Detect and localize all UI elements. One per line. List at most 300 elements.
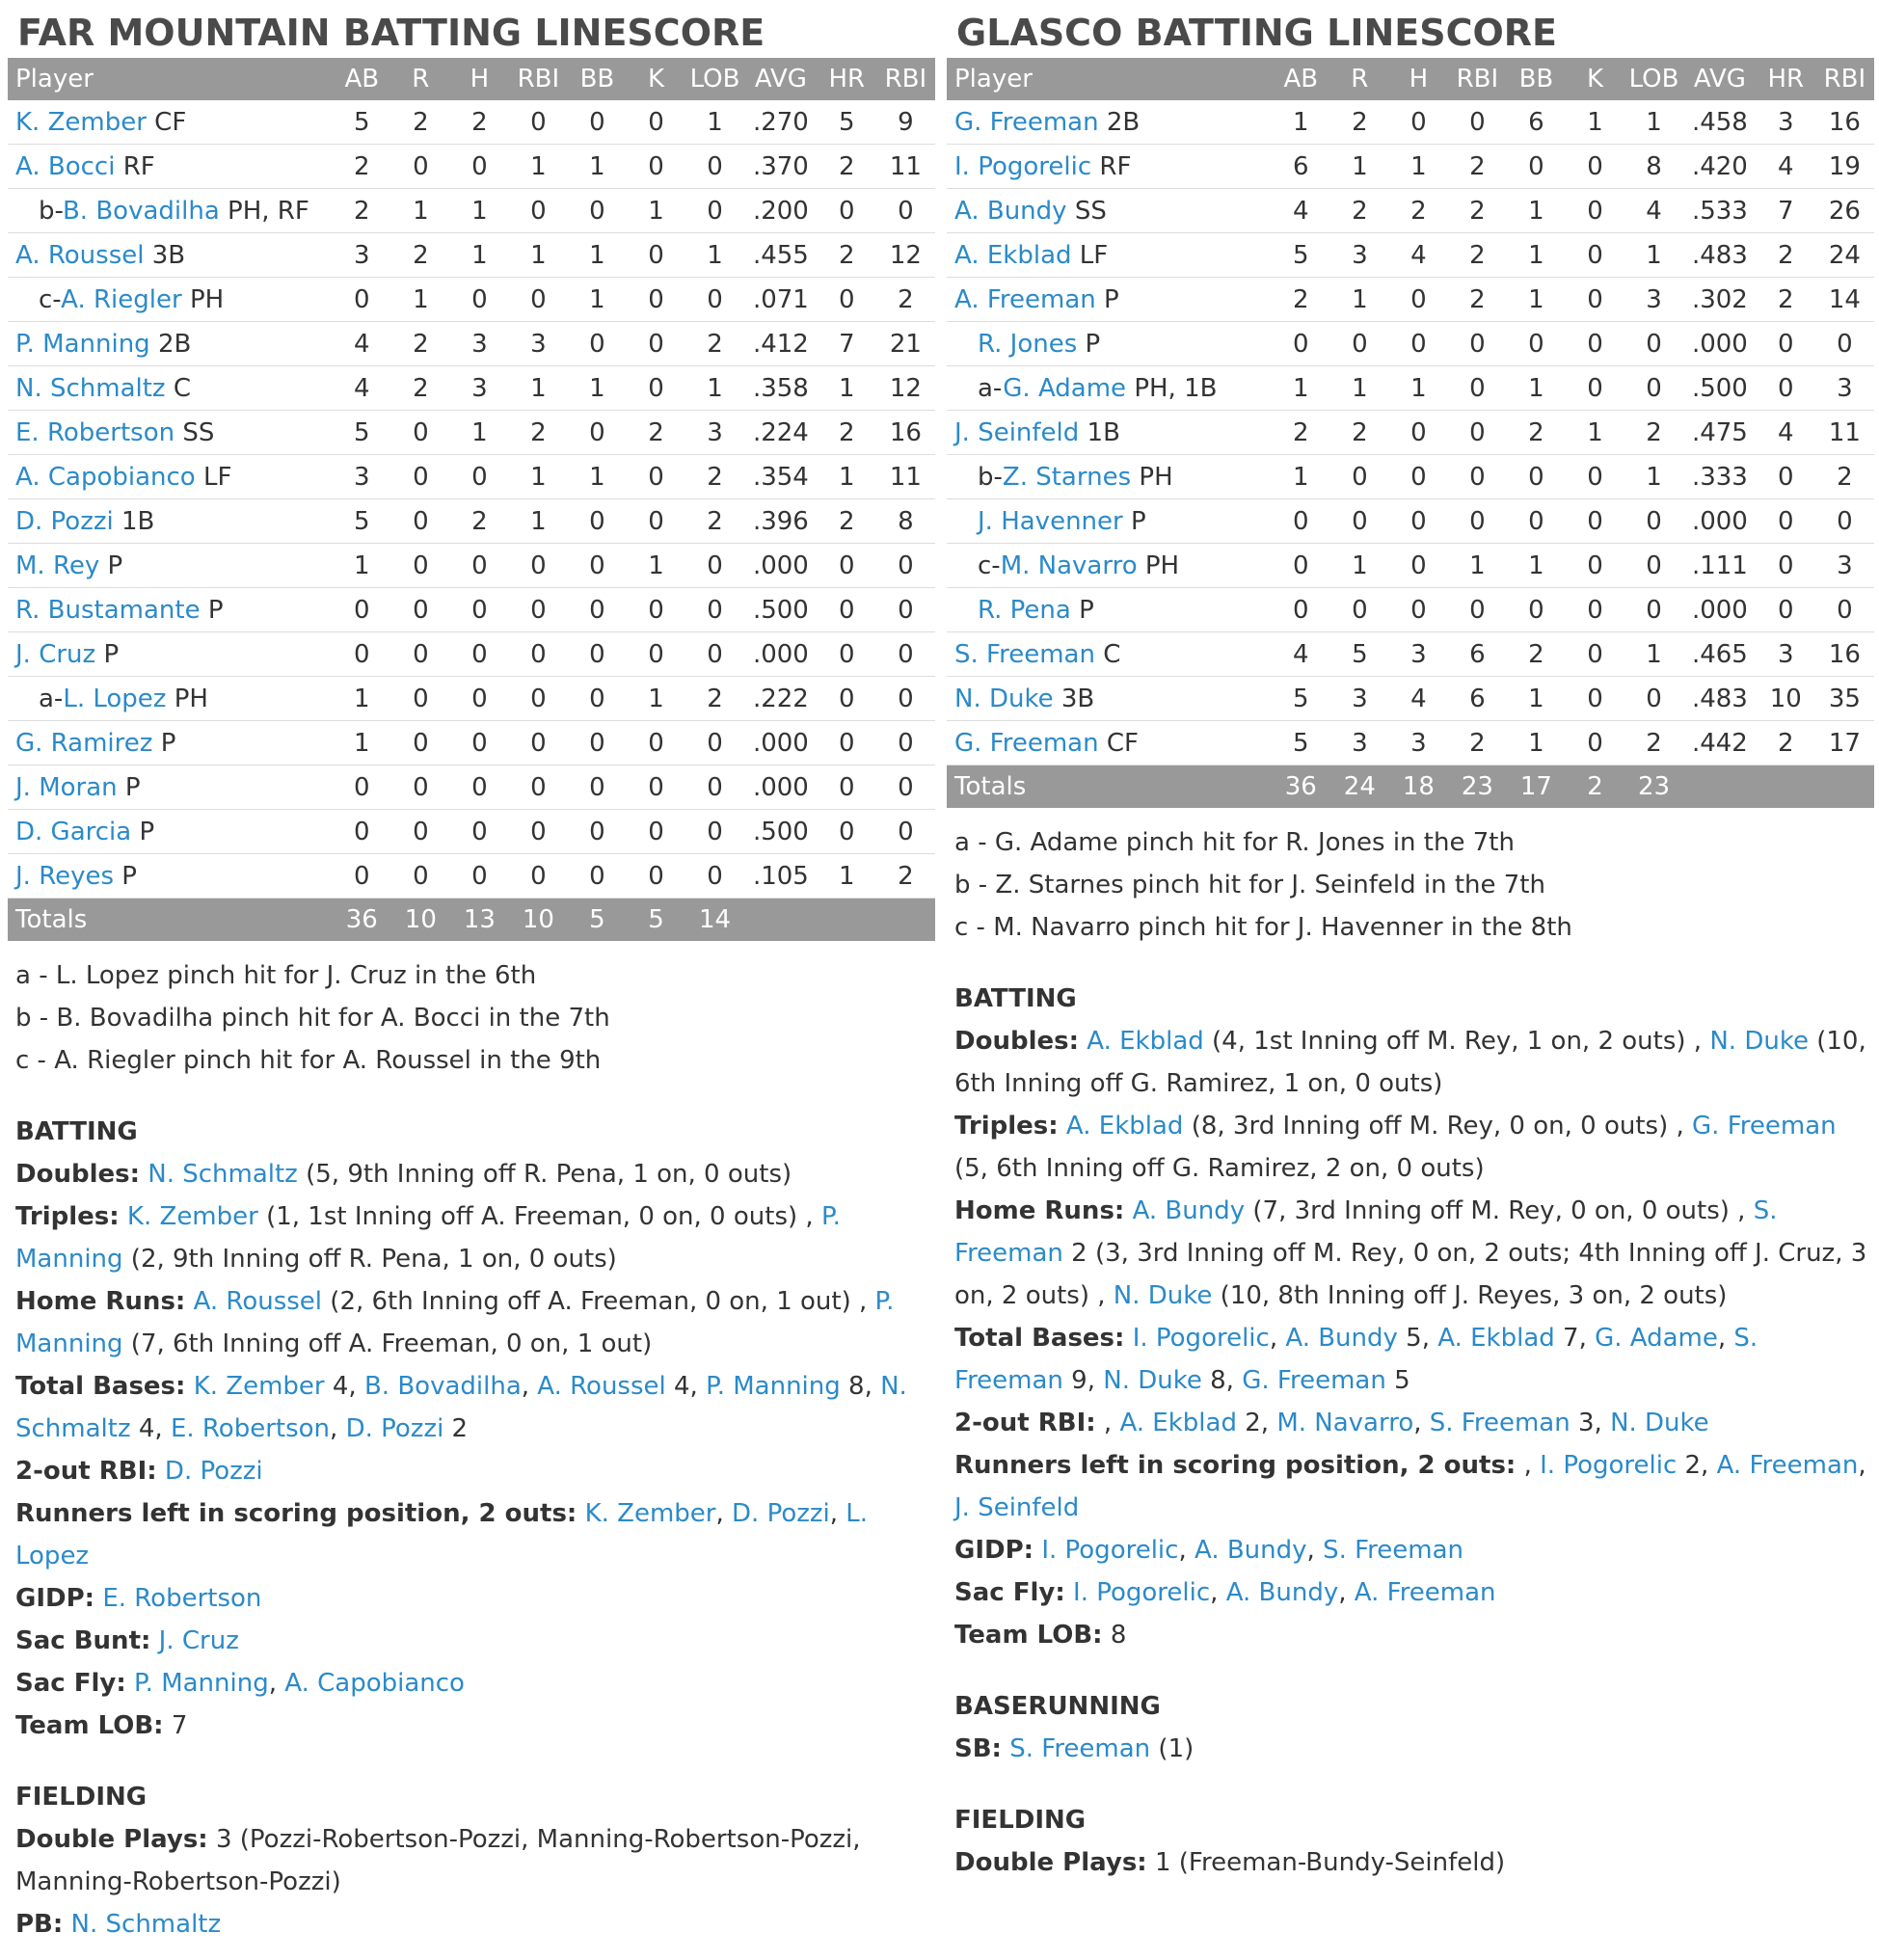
stat-h: 3 [471, 329, 488, 359]
stat-lob: 3 [707, 417, 723, 447]
player-link[interactable]: D. Garcia [15, 817, 132, 846]
stat-avg: .483 [1691, 240, 1748, 270]
player-cell [8, 411, 333, 455]
player-link[interactable]: R. Jones [978, 329, 1078, 359]
stat-rbi: 26 [1828, 196, 1861, 226]
stat-rbi: 0 [898, 595, 914, 625]
player-link[interactable]: J. Reyes [15, 861, 115, 891]
player-link[interactable]: P. Manning [15, 1287, 895, 1358]
stat-k: 0 [1587, 373, 1603, 403]
stat-lob: 0 [1646, 506, 1662, 536]
column-header-bb: BB [579, 65, 615, 94]
player-link[interactable]: K. Zember [15, 107, 147, 137]
sub-prefix: c- [978, 550, 1001, 580]
player-cell [947, 366, 1272, 411]
player-link[interactable]: A. Freeman [1354, 1578, 1496, 1607]
player-link[interactable]: L. Lopez [15, 1499, 869, 1571]
player-cell [947, 544, 1272, 588]
stat-r: 0 [1352, 595, 1368, 625]
player-link[interactable]: A. Ekblad [1437, 1324, 1555, 1353]
player-link[interactable]: N. Schmaltz [148, 1160, 298, 1189]
stat-avg: .000 [752, 728, 809, 758]
player-link[interactable]: N. Schmaltz [15, 1372, 907, 1443]
stat-rbi: 0 [530, 196, 547, 226]
player-link[interactable]: N. Duke [1103, 1366, 1202, 1395]
table-row [947, 632, 1874, 677]
player-cell [8, 677, 333, 721]
player-link[interactable]: M. Navarro [1276, 1409, 1414, 1437]
stat-h: 1 [471, 240, 488, 270]
stat-lob: 0 [1646, 329, 1662, 359]
stat-hr: 2 [839, 240, 855, 270]
player-link[interactable]: A. Capobianco [15, 462, 196, 492]
table-row [8, 233, 935, 278]
player-link[interactable]: G. Freeman [954, 728, 1099, 758]
player-link[interactable]: E. Robertson [170, 1414, 331, 1443]
stat-lob: 2 [707, 329, 723, 359]
stat-text: 4, [130, 1414, 171, 1443]
stat-r: 3 [1352, 240, 1368, 270]
table-row [8, 278, 935, 322]
player-link[interactable]: I. Pogorelic [1132, 1324, 1270, 1353]
stat-text [1059, 1112, 1066, 1141]
total-hr [818, 899, 876, 942]
stat-text: 7, [1554, 1324, 1596, 1353]
player-cell [947, 189, 1272, 233]
stat-line [15, 1903, 935, 1946]
stat-text: , [715, 1499, 733, 1528]
player-link[interactable]: G. Freeman [1692, 1112, 1837, 1141]
stat-text [1002, 1734, 1009, 1763]
stat-hr: 0 [839, 595, 855, 625]
stat-rbi: 0 [530, 284, 547, 314]
column-header-h: H [1409, 65, 1429, 94]
player-link[interactable]: N. Duke [1113, 1281, 1213, 1310]
table-row [947, 189, 1874, 233]
player-link[interactable]: S. Freeman [954, 639, 1095, 669]
stat-r: 0 [413, 506, 429, 536]
player-link[interactable]: P. Manning [134, 1669, 269, 1698]
player-cell [8, 632, 333, 677]
player-link[interactable]: B. Bovadilha [363, 1372, 522, 1401]
total-k: 2 [1587, 772, 1603, 801]
table-row [8, 632, 935, 677]
column-header-r: R [1351, 65, 1369, 94]
player-link[interactable]: S. Freeman [1009, 1734, 1151, 1763]
stat-h: 1 [1410, 373, 1427, 403]
stat-ab: 5 [1293, 728, 1309, 758]
stat-avg: .111 [1691, 550, 1748, 580]
totals-label: Totals [15, 905, 88, 934]
player-link[interactable]: I. Pogorelic [954, 151, 1092, 181]
player-link[interactable]: M. Rey [15, 550, 100, 580]
player-position: P [124, 772, 141, 802]
player-link[interactable]: J. Cruz [15, 639, 96, 669]
player-link[interactable]: B. Bovadilha [62, 196, 220, 226]
player-position: PH [1139, 462, 1173, 492]
stat-label: Total Bases: [15, 1372, 186, 1401]
stat-rbi: 3 [1837, 550, 1853, 580]
player-link[interactable]: A. Bundy [1132, 1196, 1246, 1225]
stat-avg: .420 [1691, 151, 1748, 181]
player-cell [947, 588, 1272, 632]
header-row [8, 58, 935, 100]
player-link[interactable]: Z. Starnes [1002, 462, 1132, 492]
stat-text: (7, 3rd Inning off M. Rey, 0 on, 0 outs) , [1245, 1196, 1754, 1225]
section-baserunning [947, 1685, 1874, 1770]
table-row [8, 544, 935, 588]
player-link[interactable]: G. Adame [1595, 1324, 1718, 1353]
player-cell [947, 145, 1272, 189]
total-avg [744, 899, 818, 942]
player-link[interactable]: G. Freeman [954, 107, 1099, 137]
stat-h: 2 [1410, 196, 1427, 226]
table-row [947, 455, 1874, 499]
stat-rbi: 11 [1828, 417, 1861, 447]
player-link[interactable]: I. Pogorelic [1073, 1578, 1211, 1607]
player-link[interactable]: J. Havenner [978, 506, 1123, 536]
table-row [8, 499, 935, 544]
stat-ab: 2 [354, 151, 370, 181]
stat-rbi: 21 [889, 329, 922, 359]
stat-line [15, 1365, 935, 1450]
stat-avg: .370 [752, 151, 809, 181]
stat-bb: 0 [1528, 462, 1544, 492]
player-link[interactable]: P. Manning [15, 1202, 841, 1274]
player-position: PH, 1B [1134, 373, 1218, 403]
stat-k: 0 [1587, 728, 1603, 758]
stat-text: , [1516, 1451, 1541, 1480]
stat-k: 0 [648, 284, 664, 314]
player-position: C [1103, 639, 1121, 669]
player-link[interactable]: N. Schmaltz [70, 1910, 222, 1939]
player-link[interactable]: A. Bundy [1225, 1578, 1339, 1607]
player-cell [947, 100, 1272, 145]
stat-text: (5, 6th Inning off G. Ramirez, 2 on, 0 outs) [954, 1154, 1485, 1183]
stat-avg: .224 [752, 417, 809, 447]
stat-hr: 0 [839, 684, 855, 713]
player-cell [947, 233, 1272, 278]
stat-h: 1 [471, 417, 488, 447]
table-row [947, 145, 1874, 189]
section-title: BATTING [15, 1117, 138, 1146]
stat-r: 0 [1352, 462, 1368, 492]
stat-h: 0 [471, 550, 488, 580]
stat-label: Runners left in scoring position, 2 outs: [954, 1451, 1517, 1480]
stat-ab: 5 [354, 417, 370, 447]
stat-h: 0 [1410, 417, 1427, 447]
stat-h: 0 [471, 595, 488, 625]
stat-line [954, 1317, 1874, 1402]
stat-label: Double Plays: [15, 1825, 208, 1854]
stat-line [954, 1529, 1874, 1571]
player-link[interactable]: E. Robertson [102, 1584, 262, 1613]
stat-bb: 0 [589, 107, 605, 137]
stat-hr: 7 [839, 329, 855, 359]
sub-prefix: b- [978, 462, 1003, 492]
player-link[interactable]: A. Roussel [537, 1372, 666, 1401]
player-link[interactable]: R. Bustamante [15, 595, 201, 625]
player-link[interactable]: P. Manning [706, 1372, 841, 1401]
player-link[interactable]: A. Roussel [193, 1287, 323, 1316]
stat-rbi: 2 [1469, 284, 1486, 314]
stat-rbi: 0 [898, 772, 914, 802]
table-row [8, 721, 935, 765]
stat-h: 0 [471, 151, 488, 181]
player-link[interactable]: J. Seinfeld [954, 417, 1080, 447]
player-link[interactable]: D. Pozzi [345, 1414, 444, 1443]
player-position: P [1079, 595, 1094, 625]
stat-bb: 1 [1528, 196, 1544, 226]
stat-rbi: 16 [1828, 107, 1861, 137]
stat-ab: 0 [354, 772, 370, 802]
stat-hr: 0 [839, 728, 855, 758]
stat-hr: 4 [1778, 151, 1794, 181]
stat-r: 0 [413, 462, 429, 492]
player-link[interactable]: S. Freeman [954, 1196, 1778, 1268]
player-link[interactable]: D. Pozzi [732, 1499, 830, 1528]
stat-ab: 5 [354, 506, 370, 536]
table-row [8, 100, 935, 145]
team-title: GLASCO BATTING LINESCORE [956, 12, 1557, 54]
stat-text: (5, 9th Inning off R. Pena, 1 on, 0 outs) [297, 1160, 792, 1189]
table-row [947, 499, 1874, 544]
stat-bb: 1 [589, 284, 605, 314]
totals-label: Totals [954, 772, 1027, 801]
stat-rbi: 12 [889, 373, 922, 403]
stat-bb: 0 [589, 329, 605, 359]
player-link[interactable]: S. Freeman [1429, 1409, 1570, 1437]
table-row [947, 233, 1874, 278]
note-item: a - G. Adame pinch hit for R. Jones in the 7th [954, 828, 1515, 857]
stat-lob: 2 [1646, 417, 1662, 447]
total-h: 13 [463, 905, 496, 934]
player-link[interactable]: A. Capobianco [284, 1669, 465, 1698]
stat-text: 4, [665, 1372, 707, 1401]
table-row [8, 677, 935, 721]
stat-label: GIDP: [954, 1536, 1034, 1565]
stat-label: Doubles: [15, 1160, 140, 1189]
player-link[interactable]: G. Adame [1003, 373, 1127, 403]
stat-text [185, 1287, 193, 1316]
player-link[interactable]: D. Pozzi [164, 1457, 263, 1486]
section-title: BATTING [954, 984, 1077, 1013]
stat-hr: 10 [1769, 684, 1802, 713]
table-row [8, 854, 935, 899]
stat-h: 4 [1410, 684, 1427, 713]
stat-avg: .500 [752, 817, 809, 846]
table-row [947, 278, 1874, 322]
player-link[interactable]: K. Zember [193, 1372, 325, 1401]
sub-prefix: c- [39, 284, 62, 314]
player-link[interactable]: A. Bundy [1194, 1536, 1307, 1565]
stat-lob: 1 [1646, 240, 1662, 270]
player-cell [8, 145, 333, 189]
player-link[interactable]: A. Freeman [954, 284, 1096, 314]
stat-avg: .000 [1691, 506, 1748, 536]
stat-r: 2 [413, 373, 429, 403]
stat-avg: .270 [752, 107, 809, 137]
stat-rbi: 0 [898, 684, 914, 713]
column-header-r: R [412, 65, 430, 94]
player-position: RF [1099, 151, 1132, 181]
stat-text: , [1095, 1409, 1120, 1437]
player-cell [947, 677, 1272, 721]
player-link[interactable]: P. Manning [15, 329, 150, 359]
stat-k: 0 [648, 373, 664, 403]
player-position: LF [1079, 240, 1109, 270]
player-cell [8, 455, 333, 499]
stat-rbi: 2 [898, 861, 914, 891]
player-link[interactable]: D. Pozzi [15, 506, 114, 536]
stat-k: 0 [648, 595, 664, 625]
stat-line [954, 1020, 1874, 1105]
player-position: P [207, 595, 224, 625]
stat-text [1124, 1196, 1132, 1225]
total-bb: 5 [589, 905, 605, 934]
stat-text: , [1210, 1578, 1226, 1607]
stat-r: 2 [413, 240, 429, 270]
player-link[interactable]: E. Robertson [15, 417, 175, 447]
player-link[interactable]: G. Ramirez [15, 728, 153, 758]
column-header-player: Player [954, 65, 1033, 94]
player-link[interactable]: A. Freeman [1716, 1451, 1859, 1480]
stat-rbi: 17 [1828, 728, 1861, 758]
stat-rbi: 16 [889, 417, 922, 447]
player-link[interactable]: A. Ekblad [1087, 1027, 1204, 1056]
stat-bb: 1 [589, 240, 605, 270]
stat-line [15, 1705, 935, 1747]
stat-text: 3, [1570, 1409, 1611, 1437]
stat-rbi: 0 [1469, 107, 1486, 137]
player-position: P [103, 639, 120, 669]
total-rbi [1815, 765, 1874, 809]
player-link[interactable]: I. Pogorelic [1041, 1536, 1179, 1565]
stat-rbi: 0 [898, 196, 914, 226]
player-link[interactable]: N. Duke [1709, 1027, 1809, 1056]
stat-hr: 1 [839, 373, 855, 403]
stat-rbi: 0 [1469, 373, 1486, 403]
stat-avg: .302 [1691, 284, 1748, 314]
stat-hr: 0 [1778, 550, 1794, 580]
player-link[interactable]: S. Freeman [954, 1324, 1758, 1395]
substitution-notes [8, 954, 935, 1082]
player-link[interactable]: M. Navarro [1000, 550, 1138, 580]
stat-hr: 3 [1778, 107, 1794, 137]
stat-bb: 0 [589, 817, 605, 846]
stat-hr: 2 [839, 417, 855, 447]
stat-lob: 1 [707, 107, 723, 137]
player-cell [947, 278, 1272, 322]
stat-h: 0 [1410, 329, 1427, 359]
stat-lob: 1 [1646, 639, 1662, 669]
player-link[interactable]: S. Freeman [1323, 1536, 1464, 1565]
player-link[interactable]: A. Riegler [61, 284, 182, 314]
stat-rbi: 6 [1469, 639, 1486, 669]
stat-r: 1 [1352, 151, 1368, 181]
section-title: BASERUNNING [954, 1692, 1161, 1721]
stat-text: 1 (Freeman-Bundy-Seinfeld) [1146, 1848, 1506, 1877]
player-cell [8, 588, 333, 632]
stat-rbi: 0 [530, 107, 547, 137]
stat-text [1124, 1324, 1132, 1353]
stat-lob: 0 [707, 728, 723, 758]
player-link[interactable]: N. Schmaltz [15, 373, 166, 403]
player-link[interactable]: J. Cruz [158, 1626, 239, 1655]
player-link[interactable]: I. Pogorelic [1540, 1451, 1678, 1480]
stat-k: 1 [648, 684, 664, 713]
stat-bb: 0 [1528, 506, 1544, 536]
stat-h: 0 [471, 728, 488, 758]
stat-avg: .465 [1691, 639, 1748, 669]
stat-rbi: 2 [1469, 728, 1486, 758]
stat-hr: 1 [839, 861, 855, 891]
player-link[interactable]: A. Bocci [15, 151, 116, 181]
stat-rbi: 0 [530, 861, 547, 891]
stat-ab: 1 [1293, 107, 1309, 137]
stat-ab: 6 [1293, 151, 1309, 181]
stat-r: 0 [413, 772, 429, 802]
player-link[interactable]: K. Zember [126, 1202, 258, 1231]
stat-line [15, 1818, 935, 1903]
column-header-avg: AVG [754, 65, 807, 94]
stat-hr: 3 [1778, 639, 1794, 669]
stat-text: (7, 6th Inning off A. Freeman, 0 on, 1 out) [122, 1329, 653, 1358]
player-link[interactable]: R. Pena [978, 595, 1071, 625]
stat-label: Home Runs: [954, 1196, 1125, 1225]
player-link[interactable]: A. Ekblad [954, 240, 1072, 270]
player-link[interactable]: L. Lopez [63, 684, 167, 713]
stat-bb: 0 [589, 684, 605, 713]
player-position: PH [174, 684, 208, 713]
stat-lob: 0 [707, 595, 723, 625]
player-link[interactable]: N. Duke [1610, 1409, 1709, 1437]
stat-bb: 0 [589, 728, 605, 758]
player-link[interactable]: A. Roussel [15, 240, 145, 270]
player-link[interactable]: A. Bundy [1285, 1324, 1398, 1353]
stat-h: 2 [471, 506, 488, 536]
stat-label: Sac Fly: [15, 1669, 126, 1698]
stat-label: Home Runs: [15, 1287, 186, 1316]
stat-line [954, 1444, 1874, 1529]
player-link[interactable]: J. Moran [15, 772, 118, 802]
stat-hr: 4 [1778, 417, 1794, 447]
player-link[interactable]: A. Ekblad [1119, 1409, 1237, 1437]
sub-prefix: b- [39, 196, 63, 226]
stat-rbi: 3 [1837, 373, 1853, 403]
player-link[interactable]: J. Seinfeld [954, 1493, 1080, 1522]
stat-ab: 0 [354, 817, 370, 846]
player-link[interactable]: N. Duke [954, 684, 1054, 713]
player-link[interactable]: K. Zember [584, 1499, 716, 1528]
stat-h: 0 [1410, 550, 1427, 580]
player-link[interactable]: A. Bundy [954, 196, 1067, 226]
stat-bb: 2 [1528, 639, 1544, 669]
stat-ab: 0 [354, 861, 370, 891]
stat-ab: 0 [1293, 506, 1309, 536]
stat-hr: 0 [1778, 329, 1794, 359]
stat-text: (8, 3rd Inning off M. Rey, 0 on, 0 outs) , [1183, 1112, 1693, 1141]
team-title: FAR MOUNTAIN BATTING LINESCORE [17, 12, 765, 54]
table-row [8, 366, 935, 411]
stat-bb: 0 [589, 506, 605, 536]
stat-h: 0 [1410, 595, 1427, 625]
player-link[interactable]: G. Freeman [1242, 1366, 1386, 1395]
stat-ab: 1 [1293, 373, 1309, 403]
stat-lob: 0 [707, 151, 723, 181]
player-link[interactable]: A. Ekblad [1065, 1112, 1184, 1141]
player-cell [947, 499, 1272, 544]
